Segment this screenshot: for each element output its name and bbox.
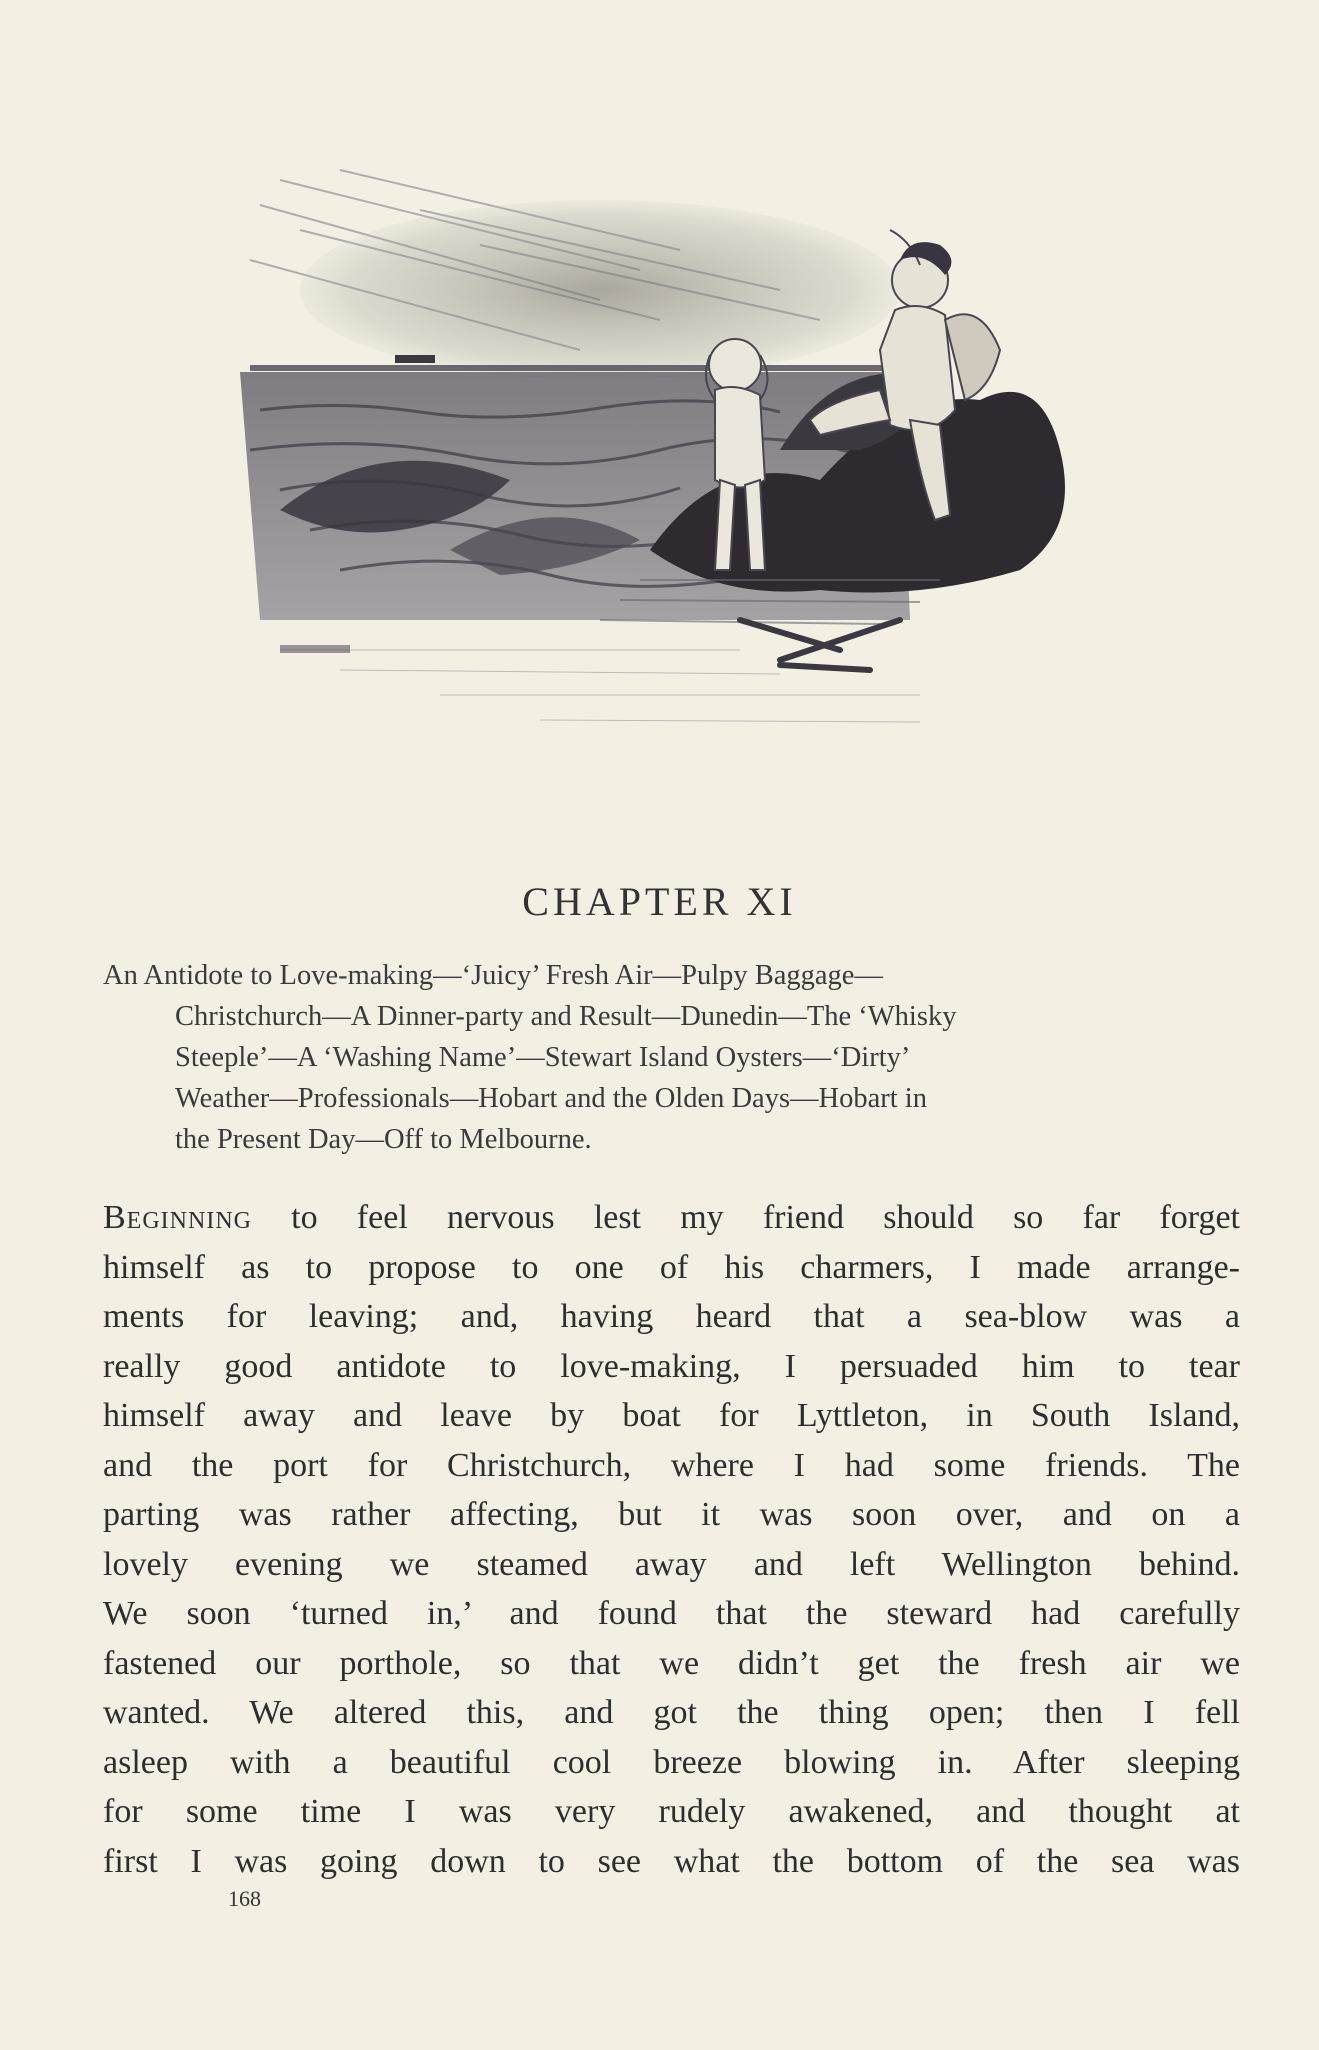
body-paragraph xyxy=(103,1193,1240,1886)
seascape-cherubs-illustration xyxy=(220,150,1200,840)
first-line-rest: to feel nervous lest my friend should so far forget xyxy=(251,1199,1240,1236)
body-line: lovely evening we steamed away and left Wellington behind. xyxy=(103,1545,1240,1583)
body-line: really good antidote to love-making, I persuaded him to tear xyxy=(103,1347,1240,1385)
body-line: and the port for Christchurch, where I had some friends. The xyxy=(103,1446,1240,1484)
body-line: fastened our porthole, so that we didn’t get the fresh air we xyxy=(103,1644,1240,1682)
body-line: for some time I was very rudely awakened, and thought at xyxy=(103,1793,1240,1830)
page-number: 168 xyxy=(228,1886,261,1911)
body-line: asleep with a beautiful cool breeze blowing in. After sleeping xyxy=(103,1743,1240,1781)
body-line: parting was rather affecting, but it was soon over, and on a xyxy=(103,1496,1240,1533)
body-line xyxy=(103,1193,1240,1243)
body-line: himself away and leave by boat for Lyttleton, in South Island, xyxy=(103,1397,1240,1434)
synopsis-line: An Antidote to Love-making—‘Juicy’ Fresh Air—Pulpy Baggage— xyxy=(103,960,883,991)
synopsis-line: Steeple’—A ‘Washing Name’—Stewart Island Oysters—‘Dirty’ xyxy=(175,1042,911,1073)
first-word: Beginning xyxy=(103,1199,252,1236)
synopsis-line: Christchurch—A Dinner-party and Result—Dunedin—The ‘Whisky xyxy=(175,1001,957,1032)
body-line: first I was going down to see what the bottom of the sea was xyxy=(103,1842,1240,1880)
illustration-graphic xyxy=(220,150,1200,840)
chapter-title: CHAPTER XI xyxy=(522,879,797,924)
synopsis-line: the Present Day—Off to Melbourne. xyxy=(175,1124,592,1155)
chapter-synopsis xyxy=(103,955,1238,1160)
body-line: ments for leaving; and, having heard that a sea-blow was a xyxy=(103,1298,1240,1335)
body-line: wanted. We altered this, and got the thing open; then I fell xyxy=(103,1694,1240,1731)
body-line: We soon ‘turned in,’ and found that the steward had carefully xyxy=(103,1595,1240,1632)
body-line: himself as to propose to one of his charmers, I made arrange- xyxy=(103,1248,1240,1286)
synopsis-line: Weather—Professionals—Hobart and the Olden Days—Hobart in xyxy=(175,1083,927,1114)
